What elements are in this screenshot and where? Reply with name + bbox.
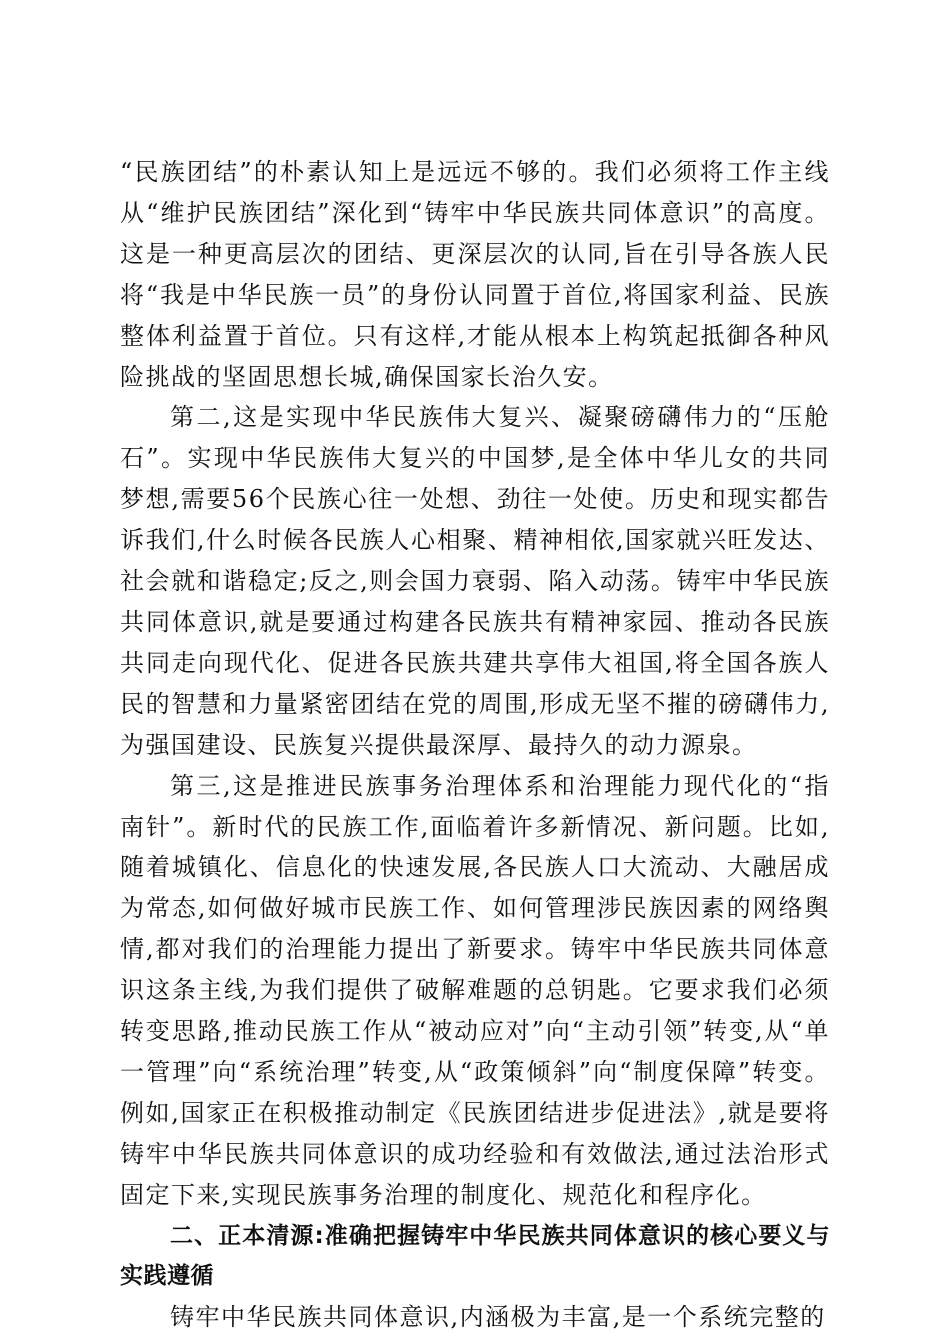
- section-heading: 二、正本清源:准确把握铸牢中华民族共同体意识的核心要义与实践遵循: [120, 1222, 830, 1290]
- paragraph-second-point: 第二,这是实现中华民族伟大复兴、凝聚磅礴伟力的“压舱石”。实现中华民族伟大复兴的中国梦,是全体中华儿女的共同梦想,需要56个民族心往一处想、劲往一处使。历史和现实都告诉我们,什么时候各民族人心相聚、精神相依,国家就兴旺发达、社会就和谐稳定;反之,则会国力衰弱、陷入动荡。铸牢中华民族共同体意识,就是要通过构建各民族共有精神家园、推动各民族共同走向现代化、促进各民族共建共享伟大祖国,将全国各族人民的智慧和力量紧密团结在党的周围,形成无坚不摧的磅礴伟力,为强国建设、民族复兴提供最深厚、最持久的动力源泉。: [120, 403, 830, 759]
- paragraph-section-intro: 铸牢中华民族共同体意识,内涵极为丰富,是一个系统完整的: [170, 1303, 826, 1332]
- paragraph-third-point: 第三,这是推进民族事务治理体系和治理能力现代化的“指南针”。新时代的民族工作,面临着许多新情况、新问题。比如,随着城镇化、信息化的快速发展,各民族人口大流动、大融居成为常态,如何做好城市民族工作、如何管理涉民族因素的网络舆情,都对我们的治理能力提出了新要求。铸牢中华民族共同体意识这条主线,为我们提供了破解难题的总钥匙。它要求我们必须转变思路,推动民族工作从“被动应对”向“主动引领”转变,从“单一管理”向“系统治理”转变,从“政策倾斜”向“制度保障”转变。例如,国家正在积极推动制定《民族团结进步促进法》,就是要将铸牢中华民族共同体意识的成功经验和有效做法,通过法治形式固定下来,实现民族事务治理的制度化、规范化和程序化。: [120, 771, 830, 1209]
- paragraph-continuation: “民族团结”的朴素认知上是远远不够的。我们必须将工作主线从“维护民族团结”深化到“铸牢中华民族共同体意识”的高度。这是一种更高层次的团结、更深层次的认同,旨在引导各族人民将“我是中华民族一员”的身份认同置于首位,将国家利益、民族整体利益置于首位。只有这样,才能从根本上构筑起抵御各种风险挑战的坚固思想长城,确保国家长治久安。: [120, 158, 830, 391]
- document-body: [120, 152, 830, 1338]
